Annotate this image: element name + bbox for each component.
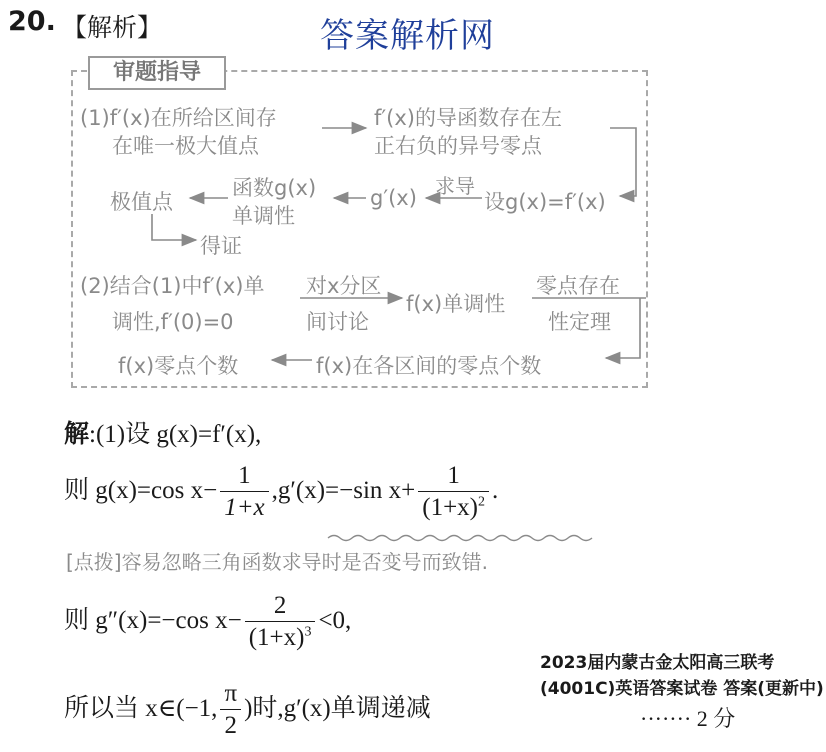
p1-node-e-line1: 函数g(x) (232, 176, 317, 200)
line2-mid: ,g′(x)=−sin x+ (271, 477, 416, 505)
frac2-num: 1 (418, 462, 489, 492)
line2-pre: 则 g(x)=cos x− (64, 477, 218, 505)
score-dots: ······· (640, 706, 692, 731)
question-number: 20. (8, 6, 56, 37)
p1-node-e-line2: 单调性 (232, 204, 295, 228)
p1-node-b-line1: f′(x)的导函数存在左 (374, 106, 562, 130)
p1-node-g: 得证 (200, 234, 242, 258)
line3-end: <0, (318, 607, 352, 635)
frac3-den: $(1+x)^3$ (248, 623, 312, 651)
solution-line-4 (64, 680, 431, 741)
watermark: 答案解析网 (320, 16, 495, 56)
line4-post: )时,g′(x)单调递减 (244, 695, 431, 723)
p1-node-a-line1: (1)f′(x)在所给区间存 (80, 106, 277, 130)
p1-node-c: 设g(x)=f′(x) (484, 190, 606, 214)
overlay-caption: 2023届内蒙古金太阳高三联考(4001C)英语答案试卷 答案(更新中) (540, 653, 824, 699)
p2-arrow-label-1: 对x分区 (306, 274, 382, 298)
p2-node-d-line2: 性定理 (548, 310, 611, 334)
p2-node-d-line1: 零点存在 (536, 274, 620, 298)
guide-title: 审题指导 (88, 56, 226, 90)
fraction-2-over-1px-cubed (245, 592, 316, 653)
p1-node-a-line2: 在唯一极大值点 (112, 134, 259, 158)
p2-node-a-line1: (2)结合(1)中f′(x)单 (80, 274, 265, 298)
p1-arrow-label-derivative: 求导 (435, 174, 475, 198)
frac1-num: 1 (220, 462, 268, 492)
tip-note: [点拨]容易忽略三角函数求导时是否变号而致错. (66, 550, 488, 574)
line2-end: . (492, 477, 499, 505)
p2-arrow-label-2: 间讨论 (306, 310, 369, 334)
solution-line-3 (64, 592, 351, 653)
p2-node-e: f(x)在各区间的零点个数 (316, 354, 542, 378)
line3-pre: 则 g″(x)=−cos x− (64, 607, 242, 635)
p2-node-a-line2: 调性,f′(0)=0 (112, 310, 234, 334)
fraction-pi-over-2 (220, 680, 241, 741)
score-value: 2 分 (696, 706, 736, 731)
solution-line-1-text: :(1)设 g(x)=f′(x), (89, 421, 262, 448)
frac2-den: $(1+x)^2$ (422, 493, 485, 521)
frac4-num: π (220, 680, 241, 710)
section-title: 【解析】 (62, 13, 163, 42)
frac4-den: 2 (224, 711, 237, 739)
p2-node-f: f(x)零点个数 (118, 354, 239, 378)
p1-node-b-line2: 正右负的异号零点 (374, 134, 542, 158)
p1-node-d: g′(x) (370, 186, 417, 210)
frac1-den: 1+x (224, 493, 265, 521)
line4-pre: 所以当 x∈(−1, (64, 695, 218, 723)
score-mark (640, 702, 735, 733)
solution-label: 解 (64, 419, 90, 448)
frac3-num: 2 (245, 592, 316, 622)
p2-node-c: f(x)单调性 (406, 292, 506, 316)
p1-node-f: 极值点 (110, 190, 173, 214)
